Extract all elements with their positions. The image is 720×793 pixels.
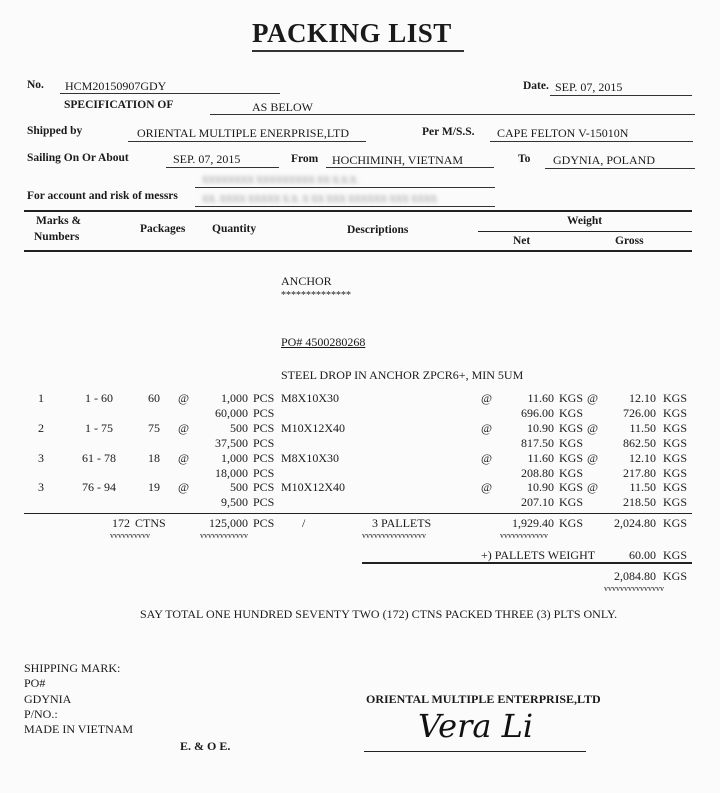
row-2-ctns: 75 xyxy=(148,421,160,435)
row-2-net-total: 817.50 xyxy=(521,436,554,450)
row-2-gross-total: 862.50 xyxy=(623,436,656,450)
desc-anchor: ANCHOR xyxy=(281,274,332,288)
row-1-kgs3: KGS xyxy=(559,406,584,420)
sailing-value: SEP. 07, 2015 xyxy=(173,152,241,166)
row-4-total-qty: 9,500 xyxy=(221,495,248,509)
signature: Vera Li xyxy=(418,707,534,745)
row-4-gross: 11.50 xyxy=(629,480,656,494)
row-4-range: 76 - 94 xyxy=(82,480,116,494)
desc-product: STEEL DROP IN ANCHOR ZPCR6+, MIN 5UM xyxy=(281,368,524,382)
from-label: From xyxy=(291,153,319,165)
row-1-no: 1 xyxy=(38,391,44,405)
row-2-qty: 500 xyxy=(230,421,248,435)
col-marks: Marks & xyxy=(36,215,82,227)
row-3-net-total: 208.80 xyxy=(521,466,554,480)
no-label: No. xyxy=(27,79,44,91)
row-3-kgs3: KGS xyxy=(559,466,584,480)
eoe: E. & O E. xyxy=(180,739,231,753)
total-slash: / xyxy=(302,516,306,530)
date-value: SEP. 07, 2015 xyxy=(555,80,623,94)
desc-stars: ************** xyxy=(281,290,351,301)
totals-top-rule xyxy=(24,513,692,514)
col-packages: Packages xyxy=(140,223,186,235)
signature-line xyxy=(364,751,586,752)
row-2-gross: 11.50 xyxy=(629,421,656,435)
total-net: 1,929.40 xyxy=(512,516,554,530)
row-4-gross-total: 218.50 xyxy=(623,495,656,509)
col-descriptions: Descriptions xyxy=(347,224,409,236)
row-1-at2: @ xyxy=(481,391,493,405)
row-1-kgs2: KGS xyxy=(663,391,688,405)
say-total: SAY TOTAL ONE HUNDRED SEVENTY TWO (172) CTNS PACKED THREE (3) PLTS ONLY. xyxy=(140,607,618,621)
row-3-kgs4: KGS xyxy=(663,466,688,480)
row-4-kgs4: KGS xyxy=(663,495,688,509)
row-1-range: 1 - 60 xyxy=(85,391,113,405)
col-weight: Weight xyxy=(567,215,603,227)
row-4-unit: PCS xyxy=(253,480,275,494)
shipping-mark-pno: P/NO.: xyxy=(24,707,58,721)
pallet-weight-label: +) PALLETS WEIGHT xyxy=(481,548,596,562)
row-1-unit: PCS xyxy=(253,391,275,405)
shipping-mark-origin: MADE IN VIETNAM xyxy=(24,722,134,736)
row-1-net-total: 696.00 xyxy=(521,406,554,420)
col-gross: Gross xyxy=(615,235,644,247)
row-2-total-unit: PCS xyxy=(253,436,275,450)
row-3-no: 3 xyxy=(38,451,44,465)
row-1-kgs: KGS xyxy=(559,391,584,405)
row-1-kgs4: KGS xyxy=(663,406,688,420)
shipped-value: ORIENTAL MULTIPLE ENERPRISE,LTD xyxy=(137,126,350,140)
no-underline xyxy=(60,93,280,94)
row-4-qty: 500 xyxy=(230,480,248,494)
row-2-kgs3: KGS xyxy=(559,436,584,450)
total-gross-unit: KGS xyxy=(663,516,688,530)
row-3-at3: @ xyxy=(587,451,599,465)
pallet-weight-unit: KGS xyxy=(663,548,688,562)
shipped-underline xyxy=(128,141,366,142)
row-2-net: 10.90 xyxy=(527,421,554,435)
company-name: ORIENTAL MULTIPLE ENTERPRISE,LTD xyxy=(366,692,601,706)
row-1-gross-total: 726.00 xyxy=(623,406,656,420)
pallet-weight: 60.00 xyxy=(629,548,656,562)
spec-underline xyxy=(210,114,695,115)
table-top-rule xyxy=(24,210,692,212)
row-1-total-qty: 60,000 xyxy=(215,406,248,420)
row-3-total-unit: PCS xyxy=(253,466,275,480)
spec-value: AS BELOW xyxy=(252,100,313,114)
total-gross: 2,024.80 xyxy=(614,516,656,530)
account-label: For account and risk of messrs xyxy=(27,190,178,202)
row-3-ctns: 18 xyxy=(148,451,160,465)
pallet-weight-rule xyxy=(362,562,692,564)
spec-label: SPECIFICATION OF xyxy=(64,99,174,111)
row-2-no: 2 xyxy=(38,421,44,435)
row-3-at: @ xyxy=(178,451,190,465)
shipping-mark-po: PO# xyxy=(24,676,46,690)
shipping-mark-dest: GDYNIA xyxy=(24,692,72,706)
total-qty-check: vvvvvvvvvvvv xyxy=(200,531,248,540)
col-quantity: Quantity xyxy=(212,223,257,235)
row-3-qty: 1,000 xyxy=(221,451,248,465)
row-2-at: @ xyxy=(178,421,190,435)
row-3-kgs: KGS xyxy=(559,451,584,465)
row-4-kgs: KGS xyxy=(559,480,584,494)
row-4-kgs3: KGS xyxy=(559,495,584,509)
col-numbers: Numbers xyxy=(34,231,80,243)
total-pallets-check: vvvvvvvvvvvvvvvv xyxy=(362,531,426,540)
per-label: Per M/S.S. xyxy=(422,126,475,138)
shipped-label: Shipped by xyxy=(27,125,83,137)
row-4-net-total: 207.10 xyxy=(521,495,554,509)
row-3-desc: M8X10X30 xyxy=(281,451,340,465)
row-3-kgs2: KGS xyxy=(663,451,688,465)
to-value: GDYNIA, POLAND xyxy=(553,153,655,167)
from-underline xyxy=(326,167,494,168)
title-underline xyxy=(252,50,464,52)
row-3-gross-total: 217.80 xyxy=(623,466,656,480)
grand-total: 2,084.80 xyxy=(614,569,656,583)
total-qty-unit: PCS xyxy=(253,516,275,530)
from-value: HOCHIMINH, VIETNAM xyxy=(332,153,464,167)
weight-divider xyxy=(478,231,692,232)
row-2-desc: M10X12X40 xyxy=(281,421,346,435)
row-1-total-unit: PCS xyxy=(253,406,275,420)
row-4-at2: @ xyxy=(481,480,493,494)
row-3-net: 11.60 xyxy=(527,451,554,465)
row-2-at3: @ xyxy=(587,421,599,435)
row-1-gross: 12.10 xyxy=(629,391,656,405)
row-1-at: @ xyxy=(178,391,190,405)
account-line-1-redacted: XXXXXXXX XXXXXXXXX XX X.X.X. xyxy=(202,175,359,185)
per-underline xyxy=(490,141,693,142)
total-pallets: 3 PALLETS xyxy=(372,516,432,530)
table-header-rule xyxy=(24,250,692,252)
total-ctns: 172 xyxy=(112,516,130,530)
date-underline xyxy=(550,95,692,96)
row-4-desc: M10X12X40 xyxy=(281,480,346,494)
row-1-ctns: 60 xyxy=(148,391,160,405)
total-qty: 125,000 xyxy=(209,516,248,530)
total-net-check: vvvvvvvvvvvv xyxy=(500,531,548,540)
row-2-at2: @ xyxy=(481,421,493,435)
row-4-at: @ xyxy=(178,480,190,494)
sailing-underline xyxy=(166,167,279,168)
row-3-unit: PCS xyxy=(253,451,275,465)
row-3-total-qty: 18,000 xyxy=(215,466,248,480)
row-3-at2: @ xyxy=(481,451,493,465)
to-underline xyxy=(545,168,695,169)
row-4-kgs2: KGS xyxy=(663,480,688,494)
to-label: To xyxy=(518,153,531,165)
row-4-ctns: 19 xyxy=(148,480,160,494)
date-label: Date. xyxy=(523,80,549,92)
row-2-range: 1 - 75 xyxy=(85,421,113,435)
no-value: HCM20150907GDY xyxy=(65,79,167,93)
row-3-range: 61 - 78 xyxy=(82,451,116,465)
row-1-net: 11.60 xyxy=(527,391,554,405)
shipping-mark-title: SHIPPING MARK: xyxy=(24,661,121,675)
row-3-gross: 12.10 xyxy=(629,451,656,465)
total-ctns-unit: CTNS xyxy=(135,516,166,530)
row-4-total-unit: PCS xyxy=(253,495,275,509)
row-4-no: 3 xyxy=(38,480,44,494)
row-2-kgs4: KGS xyxy=(663,436,688,450)
row-1-qty: 1,000 xyxy=(221,391,248,405)
account-line-1-underline xyxy=(195,187,495,188)
row-4-net: 10.90 xyxy=(527,480,554,494)
row-1-at3: @ xyxy=(587,391,599,405)
per-value: CAPE FELTON V-15010N xyxy=(497,126,629,140)
row-2-unit: PCS xyxy=(253,421,275,435)
document-title: PACKING LIST xyxy=(252,18,452,48)
account-line-2-redacted: XX. XXXX XXXXX X.X. X XX XXX XXXXXX XXX XXXX xyxy=(202,194,437,204)
total-net-unit: KGS xyxy=(559,516,584,530)
sailing-label: Sailing On Or About xyxy=(27,152,129,164)
row-2-total-qty: 37,500 xyxy=(215,436,248,450)
row-2-kgs2: KGS xyxy=(663,421,688,435)
col-net: Net xyxy=(513,235,531,247)
grand-total-unit: KGS xyxy=(663,569,688,583)
row-4-at3: @ xyxy=(587,480,599,494)
row-2-kgs: KGS xyxy=(559,421,584,435)
grand-total-check: vvvvvvvvvvvvvvv xyxy=(604,584,664,593)
total-ctns-check: vvvvvvvvvv xyxy=(110,531,150,540)
account-line-2-underline xyxy=(195,206,495,207)
row-1-desc: M8X10X30 xyxy=(281,391,340,405)
desc-po: PO# 4500280268 xyxy=(281,335,366,349)
